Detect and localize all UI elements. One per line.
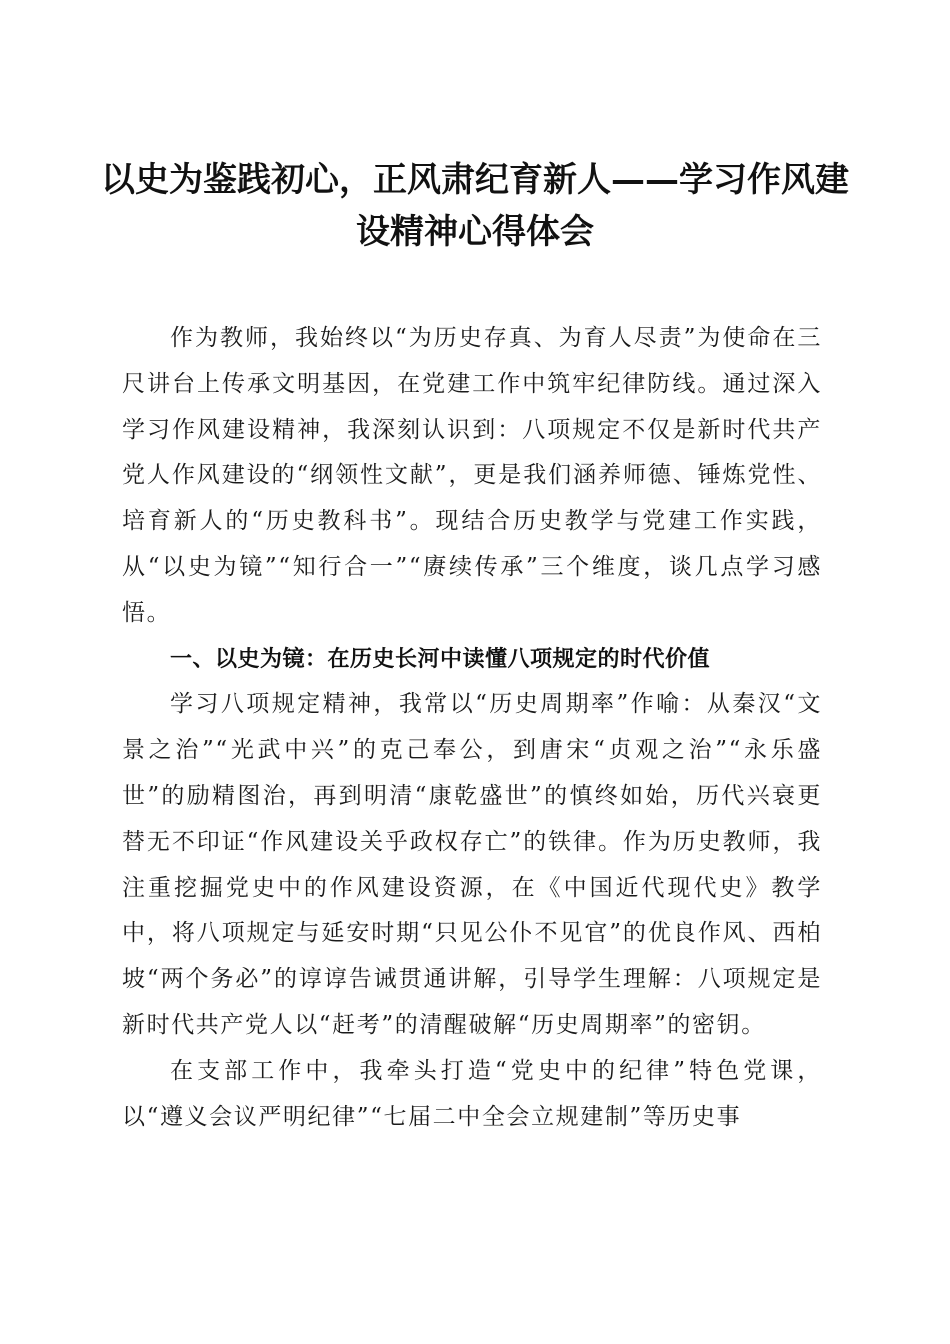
document-title: 以史为鉴践初心，正风肃纪育新人——学习作风建设精神心得体会 [101,160,849,252]
section-heading-1: 一、以史为镜：在历史长河中读懂八项规定的时代价值 [170,646,711,672]
intro-paragraph: 作为教师，我始终以“为历史存真、为育人尽责”为使命在三尺讲台上传承文明基因，在党建工作中筑牢纪律防线。通过深入学习作风建设精神，我深刻认识到：八项规定不仅是新时代共产党人作风建设的“纲领性文献”，更是我们涵养师德、锤炼党性、培育新人的“历史教科书”。现结合历史教学与党建工作实践，从“以史为镜”“知行合一”“赓续传承”三个维度，谈几点学习感悟。 [122,325,822,626]
section-1-paragraph-1: 学习八项规定精神，我常以“历史周期率”作喻：从秦汉“文景之治”“光武中兴”的克己奉公，到唐宋“贞观之治”“永乐盛世”的励精图治，再到明清“康乾盛世”的慎终如始，历代兴衰更替无不印证“作风建设关乎政权存亡”的铁律。作为历史教师，我注重挖掘党史中的作风建设资源，在《中国近代现代史》教学中，将八项规定与延安时期“只见公仆不见官”的优良作风、西柏坡“两个务必”的谆谆告诫贯通讲解，引导学生理解：八项规定是新时代共产党人以“赶考”的清醒破解“历史周期率”的密钥。 [122,691,822,1038]
section-1-paragraph-2: 在支部工作中，我牵头打造“党史中的纪律”特色党课，以“遵义会议严明纪律”“七届二中全会立规建制”等历史事 [122,1057,822,1130]
document-body [122,316,822,1140]
